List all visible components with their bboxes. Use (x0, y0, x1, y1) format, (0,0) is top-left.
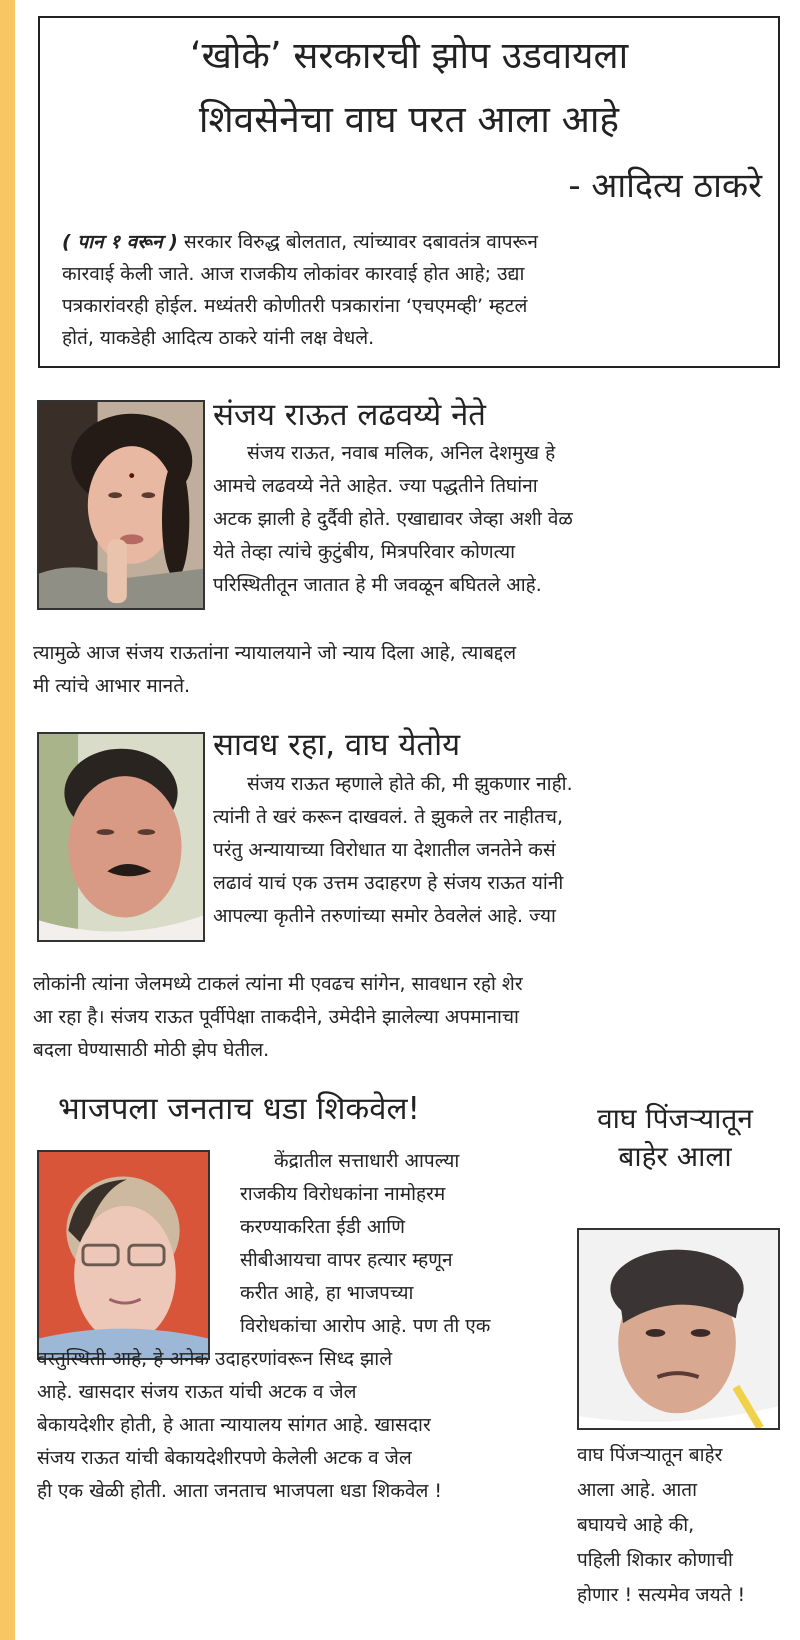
section-4-body (577, 1438, 745, 1613)
section-3-heading: भाजपला जनताच धडा शिकवेल! (58, 1091, 420, 1127)
section-2-body-inset (213, 768, 573, 933)
yellow-margin-strip (0, 0, 15, 1640)
body-line: लढावं याचं एक उत्तम उदाहरण हे संजय राऊत यांनी (213, 872, 564, 894)
body-line: संजय राऊत यांची बेकायदेशीरपणे केलेली अटक व जेल (37, 1447, 412, 1469)
photo-section-1 (37, 400, 205, 610)
body-line: करण्याकरिता ईडी आणि (240, 1216, 405, 1238)
section-1-body-inset (213, 437, 573, 602)
intro-lead: ( पान १ वरून ) (62, 231, 178, 253)
heading-line: वाघ पिंजऱ्यातून (597, 1102, 753, 1135)
body-line: बेकायदेशीर होती, हे आता न्यायालय सांगत आहे. खासदार (37, 1414, 431, 1436)
headline-line-1: ‘खोके’ सरकारची झोप उडवायला (189, 34, 629, 77)
body-line: आ रहा है। संजय राऊत पूर्वीपेक्षा ताकदीने, उमेदीने झालेल्या अपमानाचा (33, 1006, 519, 1028)
body-line: बदला घेण्यासाठी मोठी झेप घेतील. (33, 1039, 270, 1061)
body-line: केंद्रातील सत्ताधारी आपल्या (274, 1150, 460, 1172)
body-line: संजय राऊत, नवाब मलिक, अनिल देशमुख हे (247, 442, 556, 464)
headline-line-2: शिवसेनेचा वाघ परत आला आहे (198, 98, 620, 141)
body-line: आमचे लढवय्ये नेते आहेत. ज्या पद्धतीने तिघांना (213, 475, 538, 497)
body-line: येते तेव्हा त्यांचे कुटुंबीय, मित्रपरिवार कोणत्या (213, 541, 516, 563)
intro-line: होतं, याकडेही आदित्य ठाकरे यांनी लक्ष वेधले. (62, 327, 375, 349)
section-1-heading: संजय राऊत लढवय्ये नेते (213, 397, 486, 433)
intro-line: कारवाई केली जाते. आज राजकीय लोकांवर कारवाई होत आहे; उद्या (62, 263, 525, 285)
body-line: मी त्यांचे आभार मानते. (33, 675, 191, 697)
body-line: बघायचे आहे की, (577, 1514, 695, 1536)
body-line: वस्तुस्थिती आहे, हे अनेक उदाहरणांवरून सिध्द झाले (37, 1348, 393, 1370)
photo-section-4 (577, 1228, 780, 1430)
section-2-heading: सावध रहा, वाघ येतोय (213, 727, 461, 763)
portrait-woman-icon (39, 402, 203, 608)
portrait-young-man-icon (579, 1230, 778, 1428)
body-line: त्यांनी ते खरं करून दाखवलं. ते झुकले तर नाहीतच, (213, 806, 563, 828)
attribution: - आदित्य ठाकरे (568, 166, 762, 206)
photo-section-3 (37, 1150, 210, 1360)
body-line: परिस्थितीतून जातात हे मी जवळून बघितले आहे. (213, 574, 542, 596)
body-line: आपल्या कृतीने तरुणांच्या समोर ठेवलेलं आहे. ज्या (213, 905, 556, 927)
body-line: परंतु अन्यायाच्या विरोधात या देशातील जनतेने कसं (213, 839, 556, 861)
body-line: सीबीआयचा वापर हत्यार म्हणून (240, 1249, 453, 1271)
body-line: ही एक खेळी होती. आता जनताच भाजपला धडा शिकवेल ! (37, 1480, 443, 1502)
heading-line: बाहेर आला (618, 1140, 732, 1173)
intro-line: पत्रकारांवरही होईल. मध्यंतरी कोणीतरी पत्रकारांना ‘एचएमव्ही’ म्हटलं (62, 295, 528, 317)
intro-line: सरकार विरुद्ध बोलतात, त्यांच्यावर दबावतंत्र वापरून (177, 231, 538, 253)
photo-section-2 (37, 732, 205, 942)
body-line: त्यामुळे आज संजय राऊतांना न्यायालयाने जो न्याय दिला आहे, त्याबद्दल (33, 642, 517, 664)
intro-paragraph (62, 226, 764, 354)
body-line: वाघ पिंजऱ्यातून बाहेर (577, 1444, 723, 1466)
section-4-heading (560, 1100, 790, 1176)
section-3-body-inset (240, 1145, 490, 1343)
section-2-body-full (33, 968, 523, 1067)
body-line: करीत आहे, हा भाजपच्या (240, 1282, 414, 1304)
section-3-body-full (37, 1343, 442, 1508)
section-1-body-full (33, 637, 516, 703)
body-line: आला आहे. आता (577, 1479, 698, 1501)
portrait-man-glasses-icon (39, 1152, 208, 1358)
body-line: विरोधकांचा आरोप आहे. पण ती एक (240, 1315, 491, 1337)
body-line: अटक झाली हे दुर्दैवी होते. एखाद्यावर जेव्हा अशी वेळ (213, 508, 573, 530)
body-line: होणार ! सत्यमेव जयते ! (577, 1584, 746, 1606)
top-story-box (38, 16, 780, 368)
body-line: आहे. खासदार संजय राऊत यांची अटक व जेल (37, 1381, 357, 1403)
body-line: राजकीय विरोधकांना नामोहरम (240, 1183, 446, 1205)
body-line: पहिली शिकार कोणाची (577, 1549, 733, 1571)
body-line: संजय राऊत म्हणाले होते की, मी झुकणार नाही. (247, 773, 573, 795)
portrait-man-mustache-icon (39, 734, 203, 940)
body-line: लोकांनी त्यांना जेलमध्ये टाकलं त्यांना मी एवढच सांगेन, सावधान रहो शेर (33, 973, 523, 995)
